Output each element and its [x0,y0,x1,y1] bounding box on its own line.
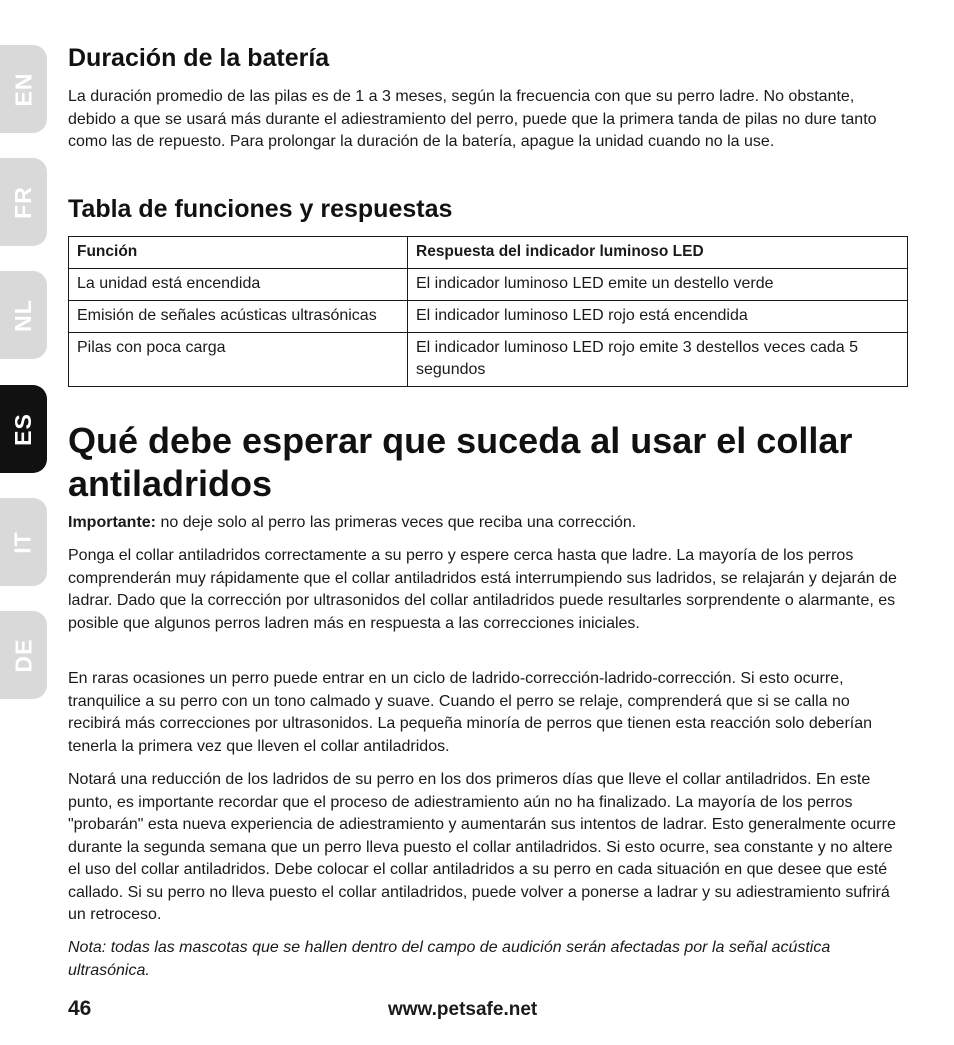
tab-nl[interactable] [0,271,47,359]
table-header-cell: Respuesta del indicador luminoso LED [408,237,908,269]
table-row [69,301,908,333]
tab-label: IT [9,530,36,554]
tab-fr[interactable] [0,158,47,246]
table-row [69,269,908,301]
tab-label: DE [9,638,36,672]
tab-es[interactable] [0,385,47,473]
expect-paragraph-3: Notará una reducción de los ladridos de su perro en los dos primeros días que lleve el collar antiladridos. En este punto, es importante recordar que el proceso de adiestramiento aún no ha finalizado. La mayoría de los perros "probarán" esta nueva experiencia de adiestramiento y aumentarán sus intentos de ladrar. Esto generalmente ocurre durante la segunda semana que un perro lleva puesto el collar antiladridos. Si esto ocurre, sea constante y no altere el uso del collar antiladridos. Debe colocar el collar antiladridos a su perro en cada situación en que desee que esté callado. Si su perro no lleva puesto el collar antiladridos, puede volver a ponerse a ladrar y su adiestramiento sufrirá un retroceso. [68,771,896,923]
battery-heading: Duración de la batería [68,44,330,72]
battery-text: La duración promedio de las pilas es de 1 a 3 meses, según la frecuencia con que su perro ladre. No obstante, debido a que se usará más durante el adiestramiento del perro, puede que la primera tanda de pilas no dure tanto como las de repuesto. Para prolongar la duración de la batería, apague la unidad cuando no la use. [68,88,877,150]
table-cell: La unidad está encendida [69,269,408,301]
table-row [69,333,908,387]
table-header-cell: Función [69,237,408,269]
tab-label: FR [9,185,36,219]
table-cell: El indicador luminoso LED rojo está encendida [408,301,908,333]
page-number: 46 [68,997,92,1020]
footer-url[interactable]: www.petsafe.net [388,999,538,1020]
tab-label: EN [9,72,36,106]
important-text: no deje solo al perro las primeras veces que reciba una corrección. [156,514,637,531]
table-cell: Emisión de señales acústicas ultrasónicas [69,301,408,333]
tab-it[interactable] [0,498,47,586]
tab-de[interactable] [0,611,47,699]
expect-paragraph-1: Ponga el collar antiladridos correctamente a su perro y espere cerca hasta que ladre. La mayoría de los perros comprenderán muy rápidamente que el collar antiladridos está interrumpiendo sus ladridos, se relajarán y dejarán de ladrar. Dado que la corrección por ultrasonidos del collar antiladridos puede resultarles sorprendente o alarmante, es posible que algunos perros ladren más en respuesta a las correcciones iniciales. [68,547,897,632]
expect-heading: Qué debe esperar que suceda al usar el collar antiladridos [68,420,853,504]
table-cell: Pilas con poca carga [69,333,408,387]
tab-label: ES [10,412,36,446]
functions-table [68,236,908,387]
table-cell: El indicador luminoso LED rojo emite 3 destellos veces cada 5 segundos [408,333,908,387]
tab-label: NL [9,298,36,332]
table-cell: El indicador luminoso LED emite un destello verde [408,269,908,301]
table-header-row [69,237,908,269]
important-label: Importante: [68,514,156,531]
tab-en[interactable] [0,45,47,133]
expect-paragraph-2: En raras ocasiones un perro puede entrar en un ciclo de ladrido-corrección-ladrido-corrección. Si esto ocurre, tranquilice a su perro con un tono calmado y suave. Cuando el perro se relaje, comprenderá que si se calla no recibirá más correcciones por ultrasonidos. La pequeña minoría de perros que tienen esta reacción solo deberían tenerla la primera vez que lleven el collar antiladridos. [68,670,873,755]
important-note [68,512,906,535]
functions-table-heading: Tabla de funciones y respuestas [68,195,453,223]
ultrasonic-note: Nota: todas las mascotas que se hallen dentro del campo de audición serán afectadas por la señal acústica ultrasónica. [68,939,831,979]
